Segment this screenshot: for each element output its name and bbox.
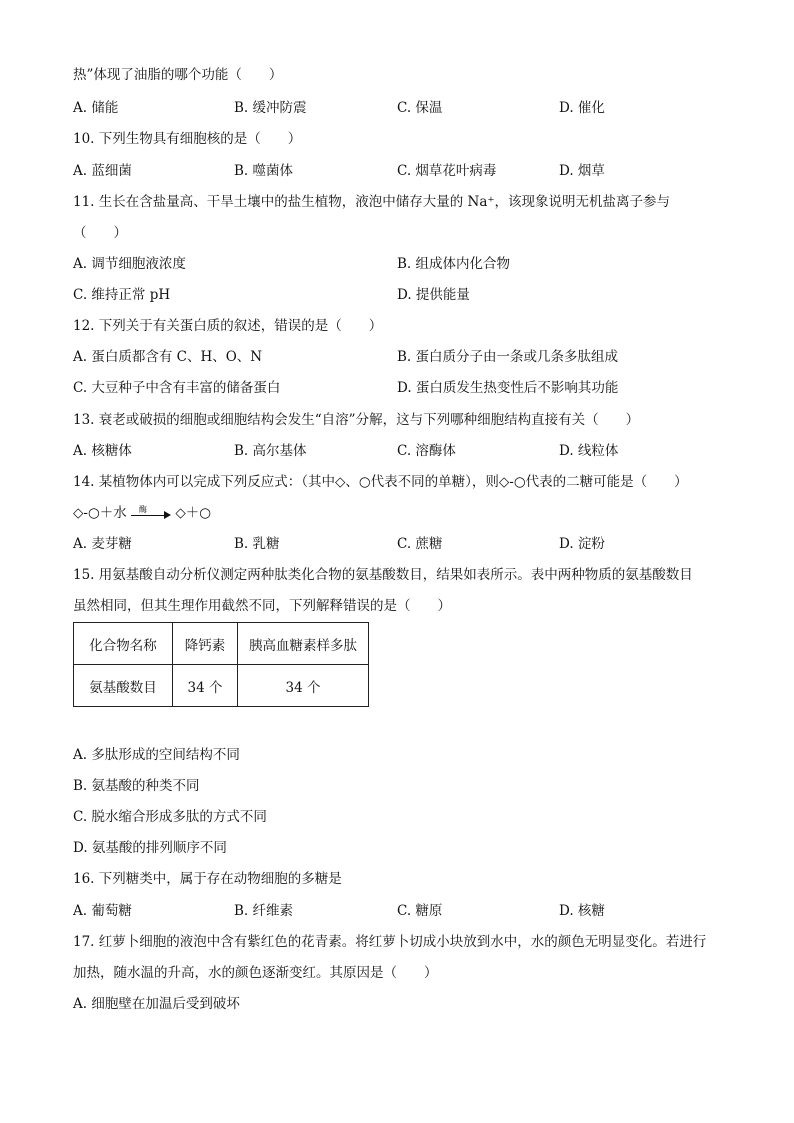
q10-option-b[interactable]: B. 噬菌体 bbox=[234, 163, 294, 179]
table-cell: 氨基酸数目 bbox=[74, 665, 173, 707]
q14-reaction-equation bbox=[73, 504, 211, 522]
q15-stem-line2: 虽然相同，但其生理作用截然不同，下列解释错误的是（ ） bbox=[73, 598, 451, 614]
q16-option-d[interactable]: D. 核糖 bbox=[559, 903, 605, 919]
q14-eq-left: ◇-○＋水 bbox=[73, 505, 127, 521]
q15-option-b[interactable]: B. 氨基酸的种类不同 bbox=[73, 778, 200, 794]
table-cell: 34 个 bbox=[238, 665, 369, 707]
q16-stem: 16. 下列糖类中，属于存在动物细胞的多糖是 bbox=[73, 871, 342, 887]
q11-stem-line1: 11. 生长在含盐量高、干旱土壤中的盐生植物，液泡中储存大量的 Na⁺，该现象说明无机盐离子参与 bbox=[73, 194, 671, 210]
q14-option-a[interactable]: A. 麦芽糖 bbox=[73, 536, 132, 552]
q9-option-d[interactable]: D. 催化 bbox=[559, 100, 605, 116]
q14-option-d[interactable]: D. 淀粉 bbox=[559, 536, 605, 552]
q17-stem-line2: 加热，随水温的升高，水的颜色逐渐变红。其原因是（ ） bbox=[73, 965, 438, 981]
amino-acid-table bbox=[73, 622, 369, 707]
q10-stem: 10. 下列生物具有细胞核的是（ ） bbox=[73, 131, 302, 147]
q14-stem: 14. 某植物体内可以完成下列反应式：（其中◇、○代表不同的单糖），则◇-○代表的二糖可能是（ ） bbox=[73, 474, 688, 490]
q17-stem-line1: 17. 红萝卜细胞的液泡中含有紫红色的花青素。将红萝卜切成小块放到水中，水的颜色无明显变化。若进行 bbox=[73, 934, 707, 950]
q15-option-a[interactable]: A. 多肽形成的空间结构不同 bbox=[73, 747, 240, 763]
q17-option-a[interactable]: A. 细胞壁在加温后受到破坏 bbox=[73, 996, 240, 1012]
q16-option-c[interactable]: C. 糖原 bbox=[397, 903, 443, 919]
table-row bbox=[74, 623, 369, 665]
q15-stem-line1: 15. 用氨基酸自动分析仪测定两种肽类化合物的氨基酸数目，结果如表所示。表中两种物质的氨基酸数目 bbox=[73, 567, 693, 583]
q9-stem-tail: 热”体现了油脂的哪个功能（ ） bbox=[73, 67, 283, 83]
q11-option-b[interactable]: B. 组成体内化合物 bbox=[397, 256, 511, 272]
q15-option-c[interactable]: C. 脱水缩合形成多肽的方式不同 bbox=[73, 809, 267, 825]
q12-option-a[interactable]: A. 蛋白质都含有 C、H、O、N bbox=[73, 349, 263, 365]
q12-option-d[interactable]: D. 蛋白质发生热变性后不影响其功能 bbox=[397, 380, 619, 396]
q16-option-a[interactable]: A. 葡萄糖 bbox=[73, 903, 132, 919]
table-header-cell: 化合物名称 bbox=[74, 623, 173, 665]
q10-option-c[interactable]: C. 烟草花叶病毒 bbox=[397, 163, 497, 179]
q13-option-d[interactable]: D. 线粒体 bbox=[559, 443, 619, 459]
q14-option-c[interactable]: C. 蔗糖 bbox=[397, 536, 443, 552]
q14-eq-catalyst: 酶 bbox=[139, 504, 148, 514]
q14-eq-right: ◇＋○ bbox=[175, 505, 211, 521]
q13-option-a[interactable]: A. 核糖体 bbox=[73, 443, 132, 459]
q9-option-a[interactable]: A. 储能 bbox=[73, 100, 119, 116]
q11-option-d[interactable]: D. 提供能量 bbox=[397, 287, 470, 303]
q10-option-d[interactable]: D. 烟草 bbox=[559, 163, 605, 179]
q9-option-c[interactable]: C. 保温 bbox=[397, 100, 443, 116]
q13-option-b[interactable]: B. 高尔基体 bbox=[234, 443, 307, 459]
q13-option-c[interactable]: C. 溶酶体 bbox=[397, 443, 456, 459]
q12-stem: 12. 下列关于有关蛋白质的叙述，错误的是（ ） bbox=[73, 318, 383, 334]
table-header-cell: 胰高血糖素样多肽 bbox=[238, 623, 369, 665]
q13-stem: 13. 衰老或破损的细胞或细胞结构会发生“自溶”分解，这与下列哪种细胞结构直接有关（ ） bbox=[73, 412, 640, 428]
q16-option-b[interactable]: B. 纤维素 bbox=[234, 903, 294, 919]
q10-option-a[interactable]: A. 蓝细菌 bbox=[73, 163, 132, 179]
q9-option-b[interactable]: B. 缓冲防震 bbox=[234, 100, 307, 116]
q11-option-a[interactable]: A. 调节细胞液浓度 bbox=[73, 256, 186, 272]
q14-option-b[interactable]: B. 乳糖 bbox=[234, 536, 280, 552]
table-row bbox=[74, 665, 369, 707]
table-cell: 34 个 bbox=[173, 665, 238, 707]
q12-option-c[interactable]: C. 大豆种子中含有丰富的储备蛋白 bbox=[73, 380, 281, 396]
q11-option-c[interactable]: C. 维持正常 pH bbox=[73, 287, 171, 303]
q11-stem-line2: （ ） bbox=[73, 225, 127, 241]
reaction-arrow-icon bbox=[131, 504, 171, 521]
q15-option-d[interactable]: D. 氨基酸的排列顺序不同 bbox=[73, 840, 227, 856]
table-header-cell: 降钙素 bbox=[173, 623, 238, 665]
q12-option-b[interactable]: B. 蛋白质分子由一条或几条多肽组成 bbox=[397, 349, 619, 365]
